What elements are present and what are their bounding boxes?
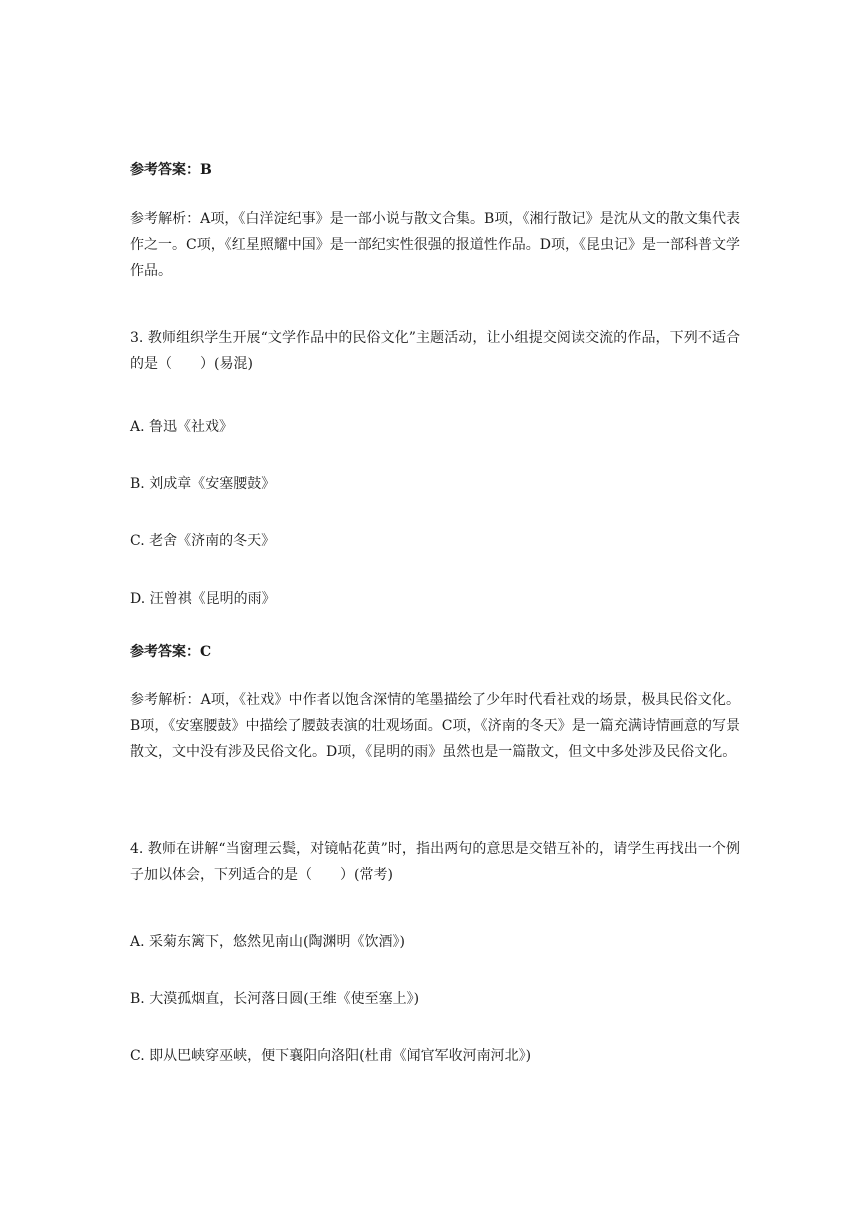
analysis-q2: 参考解析：A项，《白洋淀纪事》是一部小说与散文合集。B项，《湘行散记》是沈从文的散文集代表作之一。C项，《红星照耀中国》是一部纪实性很强的报道性作品。D项，《昆虫记》是一部科普文学作品。 bbox=[130, 211, 740, 279]
answer-q3: 参考答案：C bbox=[130, 644, 212, 660]
question-3-option-b: B. 刘成章《安塞腰鼓》 bbox=[130, 476, 276, 492]
question-3-option-c: C. 老舍《济南的冬天》 bbox=[130, 533, 276, 549]
question-3-option-d: D. 汪曾祺《昆明的雨》 bbox=[130, 591, 276, 607]
answer-q2: 参考答案：B bbox=[130, 162, 212, 178]
question-3-option-a: A. 鲁迅《社戏》 bbox=[130, 419, 234, 435]
question-4-option-a: A. 采菊东篱下，悠然见南山(陶渊明《饮酒》) bbox=[130, 934, 405, 950]
question-4-stem: 4. 教师在讲解“当窗理云鬓，对镜帖花黄”时，指出两句的意思是交错互补的，请学生再找出一个例子加以体会，下列适合的是（ ）(常考) bbox=[130, 841, 740, 883]
question-4-option-b: B. 大漠孤烟直，长河落日圆(王维《使至塞上》) bbox=[130, 991, 420, 1007]
question-4-option-c: C. 即从巴峡穿巫峡，便下襄阳向洛阳(杜甫《闻官军收河南河北》) bbox=[130, 1048, 532, 1064]
question-3-stem: 3. 教师组织学生开展“文学作品中的民俗文化”主题活动，让小组提交阅读交流的作品，下列不适合的是（ ）(易混) bbox=[130, 330, 740, 372]
analysis-q3: 参考解析：A项，《社戏》中作者以饱含深情的笔墨描绘了少年时代看社戏的场景，极具民俗文化。B项，《安塞腰鼓》中描绘了腰鼓表演的壮观场面。C项，《济南的冬天》是一篇充满诗情画意的写景散文，文中没有涉及民俗文化。D项，《昆明的雨》虽然也是一篇散文，但文中多处涉及民俗文化。 bbox=[130, 692, 740, 760]
